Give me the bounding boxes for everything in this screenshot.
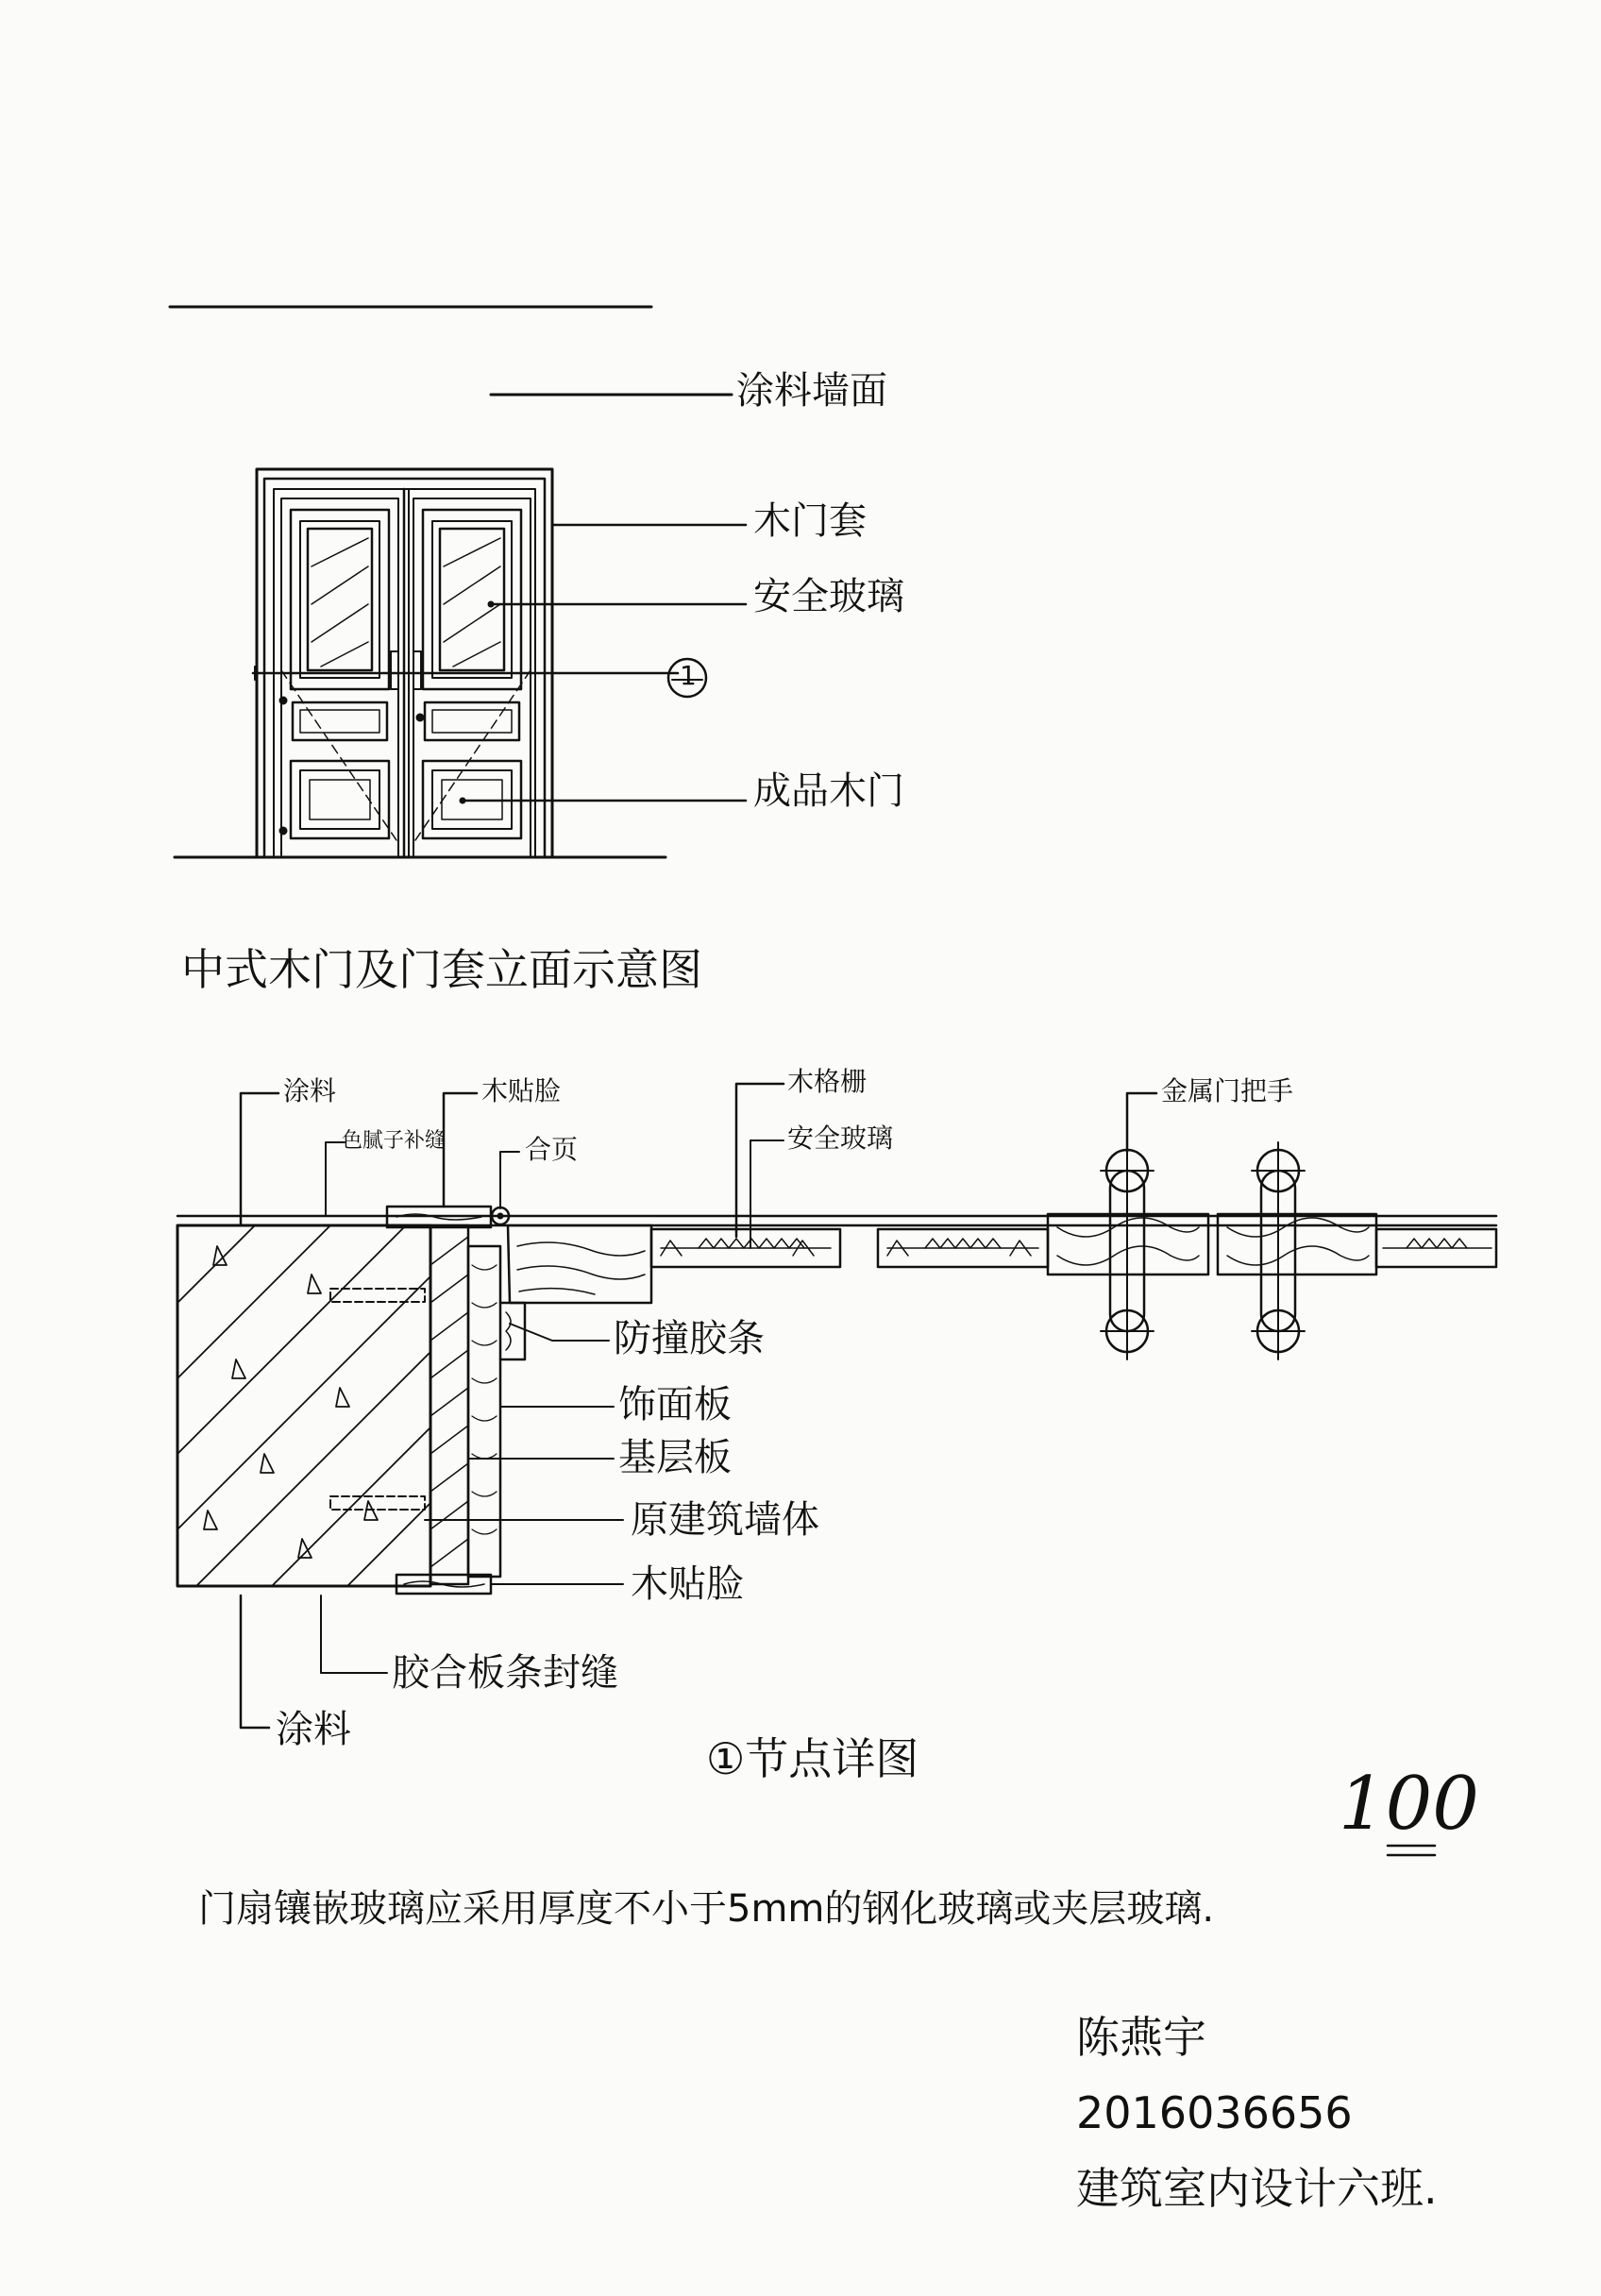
glass-strip-left bbox=[651, 1229, 840, 1267]
seam-note-leader bbox=[326, 1142, 345, 1216]
buffer-strip bbox=[500, 1303, 525, 1359]
label-original-wall: 原建筑墙体 bbox=[631, 1498, 819, 1542]
label-wood-veneer-top: 木贴脸 bbox=[481, 1075, 562, 1106]
label-paint-top: 涂料 bbox=[283, 1075, 337, 1106]
label-paint-bottom: 涂料 bbox=[276, 1708, 351, 1751]
door-leaf-section-left bbox=[508, 1225, 651, 1303]
label-base-board: 基层板 bbox=[618, 1436, 732, 1479]
label-safety-glass-detail: 安全玻璃 bbox=[787, 1123, 894, 1154]
node-detail bbox=[177, 1084, 1496, 1728]
label-seam-note: 色腻子补缝 bbox=[342, 1129, 447, 1153]
glass-strip-mid bbox=[878, 1229, 1048, 1267]
label-finish-board: 饰面板 bbox=[618, 1383, 732, 1427]
label-wood-frame: 木门套 bbox=[753, 499, 867, 543]
base-board bbox=[430, 1225, 468, 1584]
metal-handle-left bbox=[1101, 1142, 1154, 1359]
seam-note-bottom-leader bbox=[321, 1595, 387, 1673]
author-id: 2016036656 bbox=[1076, 2087, 1353, 2138]
label-buffer-strip: 防撞胶条 bbox=[614, 1317, 765, 1360]
right-door-leaf bbox=[413, 498, 531, 857]
left-handle bbox=[391, 651, 398, 689]
detail-caption: ①节点详图 bbox=[706, 1733, 919, 1784]
paint-bottom-leader bbox=[241, 1595, 269, 1728]
meeting-stile-right bbox=[1218, 1214, 1376, 1275]
left-door-leaf bbox=[279, 498, 398, 857]
section-marker-number: 1 bbox=[680, 660, 697, 691]
label-safety-glass: 安全玻璃 bbox=[753, 575, 904, 618]
label-wood-lattice: 木格栅 bbox=[787, 1066, 868, 1097]
glass-spec-note: 门扇镶嵌玻璃应采用厚度不小于5mm的钢化玻璃或夹层玻璃. bbox=[198, 1887, 1215, 1931]
metal-handle-leader bbox=[1127, 1093, 1156, 1152]
right-swing-line bbox=[415, 670, 531, 840]
original-wall-block bbox=[177, 1225, 430, 1586]
elevation-caption: 中式木门及门套立面示意图 bbox=[181, 944, 702, 995]
label-metal-handle: 金属门把手 bbox=[1161, 1075, 1294, 1106]
paint-top-leader bbox=[241, 1093, 278, 1225]
author-name: 陈燕宇 bbox=[1076, 2012, 1206, 2063]
right-handle bbox=[413, 651, 421, 689]
hinge-leader bbox=[500, 1152, 519, 1208]
label-paint-wall: 涂料墙面 bbox=[736, 369, 887, 413]
safety-glass-detail-leader bbox=[750, 1140, 784, 1248]
label-hinge: 合页 bbox=[525, 1134, 579, 1165]
author-class: 建筑室内设计六班. bbox=[1076, 2163, 1438, 2214]
wood-veneer-top-leader bbox=[444, 1093, 477, 1207]
metal-handle-right bbox=[1252, 1142, 1305, 1359]
glass-strip-right bbox=[1376, 1229, 1496, 1267]
wood-lattice-leader bbox=[736, 1084, 784, 1237]
label-finished-door: 成品木门 bbox=[753, 769, 904, 813]
score-mark: 100 bbox=[1339, 1762, 1479, 1847]
door-elevation bbox=[175, 469, 746, 857]
finish-board bbox=[468, 1246, 500, 1577]
label-seam-note-bottom: 胶合板条封缝 bbox=[392, 1651, 618, 1695]
label-wood-veneer-bottom: 木贴脸 bbox=[631, 1562, 744, 1606]
left-swing-line bbox=[281, 670, 396, 840]
